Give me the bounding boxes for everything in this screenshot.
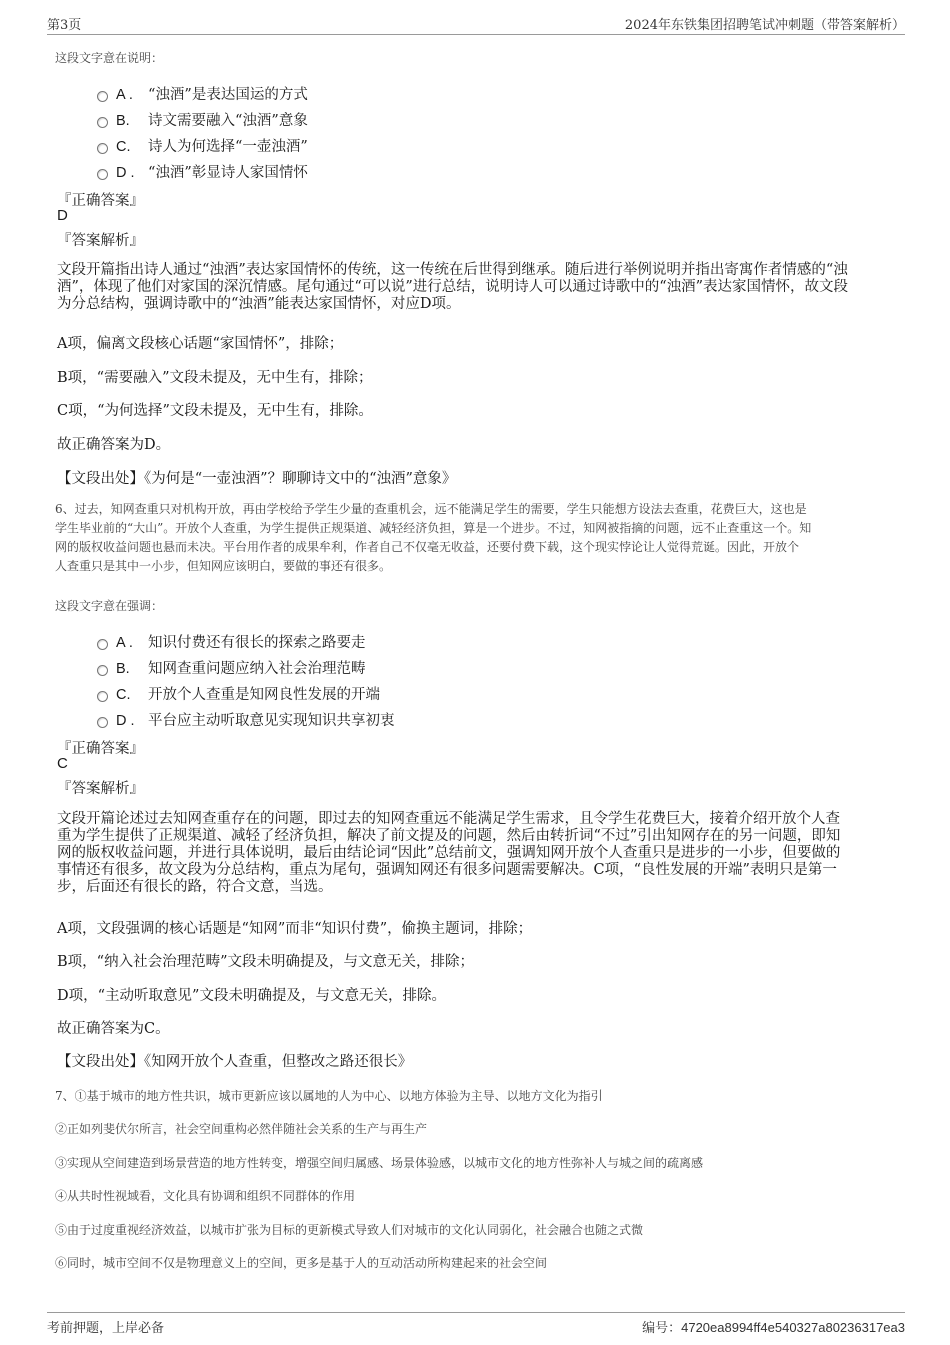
q6-analysis (57, 811, 887, 896)
q5-prompt: 这段文字意在说明： (55, 51, 164, 65)
page-number: 第3页 (47, 18, 82, 33)
option-text: 诗文需要融入“浊酒”意象 (148, 113, 308, 129)
q7-line-2: ②正如列斐伏尔所言，社会空间重构必然伴随社会关系的生产与再生产 (55, 1122, 428, 1136)
q6-option-a[interactable] (97, 631, 366, 652)
radio-icon[interactable] (97, 143, 108, 154)
option-letter: D . (116, 165, 135, 181)
option-letter: A . (116, 87, 133, 103)
q6-option-d[interactable] (97, 709, 395, 730)
option-text: 知网查重问题应纳入社会治理范畴 (148, 661, 366, 677)
document-title: 2024年东铁集团招聘笔试冲刺题（带答案解析） (624, 18, 905, 33)
q6-analysis-label: 『答案解析』 (57, 781, 144, 797)
footer-slogan: 考前押题，上岸必备 (47, 1321, 165, 1336)
option-letter: B. (116, 113, 130, 129)
q5-analysis (57, 262, 887, 313)
q6-option-b[interactable] (97, 657, 366, 678)
q6-exclusion-a: A项，文段强调的核心话题是“知网”而非“知识付费”，偷换主题词，排除； (57, 921, 533, 937)
option-letter: D . (116, 713, 135, 729)
analysis-line: 重为学生提供了正规渠道、减轻了经济负担，解决了前文提及的问题，然后由转折词“不过”引出知网存在的另一问题，即知 (57, 828, 841, 844)
radio-icon[interactable] (97, 665, 108, 676)
q7-line-3: ③实现从空间建造到场景营造的地方性转变，增强空间归属感、场景体验感，以城市文化的地方性弥补人与城之间的疏离感 (55, 1156, 704, 1170)
radio-icon[interactable] (97, 91, 108, 102)
q5-conclusion: 故正确答案为D。 (57, 437, 171, 453)
q5-answer: D (57, 207, 68, 224)
q6-conclusion: 故正确答案为C。 (57, 1021, 170, 1037)
analysis-line: 网的版权收益问题，并进行具体说明，最后由结论词“因此”总结前文，强调知网开放个人查重只是进步的一小步，但要做的 (57, 845, 841, 861)
question-line: 网的版权收益问题也悬而未决。平台用作者的成果牟利，作者自己不仅毫无收益，还要付费下载，这个现实悖论让人觉得荒诞。因此，开放个 (55, 540, 800, 554)
radio-icon[interactable] (97, 717, 108, 728)
q5-option-d[interactable] (97, 161, 308, 182)
q6-answer: C (57, 755, 68, 772)
analysis-line: 步，后面还有很长的路，符合文意，当选。 (57, 879, 333, 895)
analysis-line: 事情还有很多，故文段为分总结构，重点为尾句，强调知网还有很多问题需要解决。C项，“良性发展的开端”表明只是第一 (57, 862, 837, 878)
q6-exclusion-b: B项，“纳入社会治理范畴”文段未明确提及，与文意无关，排除； (57, 954, 474, 970)
option-text: 知识付费还有很长的探索之路要走 (148, 635, 366, 651)
option-text: “浊酒”彰显诗人家国情怀 (148, 165, 308, 181)
q5-option-b[interactable] (97, 109, 308, 130)
q6-option-c[interactable] (97, 683, 380, 704)
page-footer (47, 1312, 905, 1337)
option-text: “浊酒”是表达国运的方式 (148, 87, 308, 103)
q5-analysis-label: 『答案解析』 (57, 233, 144, 249)
q5-answer-label: 『正确答案』 (57, 193, 144, 209)
question-line: 人查重只是其中一小步，但知网应该明白，要做的事还有很多。 (55, 559, 392, 573)
q5-option-c[interactable] (97, 135, 308, 156)
question-line: 6、过去，知网查重只对机构开放，再由学校给予学生少量的查重机会，远不能满足学生的需要，学生只能想方设法去查重，花费巨大，这也是 (55, 502, 807, 516)
q5-exclusion-a: A项，偏离文段核心话题“家国情怀”，排除； (57, 336, 344, 352)
option-text: 开放个人查重是知网良性发展的开端 (148, 687, 380, 703)
q5-option-a[interactable] (97, 83, 308, 104)
question-line: 学生毕业前的“大山”。开放个人查重，为学生提供正规渠道、减轻经济负担，算是一个进步。不过，知网被指摘的问题，远不止查重这一个。知 (55, 521, 812, 535)
q7-line-1: 7、①基于城市的地方性共识，城市更新应该以属地的人为中心、以地方体验为主导、以地方文化为指引 (55, 1089, 603, 1103)
q6-exclusion-d: D项，“主动听取意见”文段未明确提及，与文意无关，排除。 (57, 988, 446, 1004)
option-letter: B. (116, 661, 130, 677)
radio-icon[interactable] (97, 639, 108, 650)
option-text: 诗人为何选择“一壶浊酒” (148, 139, 308, 155)
q7-line-5: ⑤由于过度重视经济效益，以城市扩张为目标的更新模式导致人们对城市的文化认同弱化，社会融合也随之式微 (55, 1223, 644, 1237)
analysis-line: 文段开篇论述过去知网查重存在的问题，即过去的知网查重远不能满足学生需求，且令学生花费巨大，接着介绍开放个人查 (57, 811, 840, 827)
q6-prompt: 这段文字意在强调： (55, 599, 164, 613)
analysis-line: 酒”，体现了他们对家国的深沉情感。尾句通过“可以说”进行总结，说明诗人可以通过诗歌中的“浊酒”表达家国情怀，故文段 (57, 279, 849, 295)
q5-exclusion-c: C项，“为何选择”文段未提及，无中生有，排除。 (57, 403, 373, 419)
option-letter: C. (116, 139, 131, 155)
radio-icon[interactable] (97, 117, 108, 128)
q6-text (55, 500, 895, 576)
analysis-line: 为分总结构，强调诗歌中的“浊酒”能表达家国情怀，对应D项。 (57, 296, 461, 312)
q7-line-6: ⑥同时，城市空间不仅是物理意义上的空间，更多是基于人的互动活动所构建起来的社会空间 (55, 1256, 548, 1270)
document-id: 编号：4720ea8994ff4e540327a80236317ea3 (642, 1320, 905, 1335)
q7-line-4: ④从共时性视域看，文化具有协调和组织不同群体的作用 (55, 1189, 356, 1203)
q5-exclusion-b: B项，“需要融入”文段未提及，无中生有，排除； (57, 370, 373, 386)
analysis-line: 文段开篇指出诗人通过“浊酒”表达家国情怀的传统，这一传统在后世得到继承。随后进行举例说明并指出寄寓作者情感的“浊 (57, 262, 848, 278)
option-letter: C. (116, 687, 131, 703)
option-letter: A . (116, 635, 133, 651)
option-text: 平台应主动听取意见实现知识共享初衷 (148, 713, 395, 729)
q6-source: 【文段出处】《知网开放个人查重，但整改之路还很长》 (57, 1054, 413, 1070)
radio-icon[interactable] (97, 169, 108, 180)
radio-icon[interactable] (97, 691, 108, 702)
q5-source: 【文段出处】《为何是“一壶浊酒”？聊聊诗文中的“浊酒”意象》 (57, 471, 457, 487)
page-header (47, 12, 905, 35)
q6-answer-label: 『正确答案』 (57, 741, 144, 757)
